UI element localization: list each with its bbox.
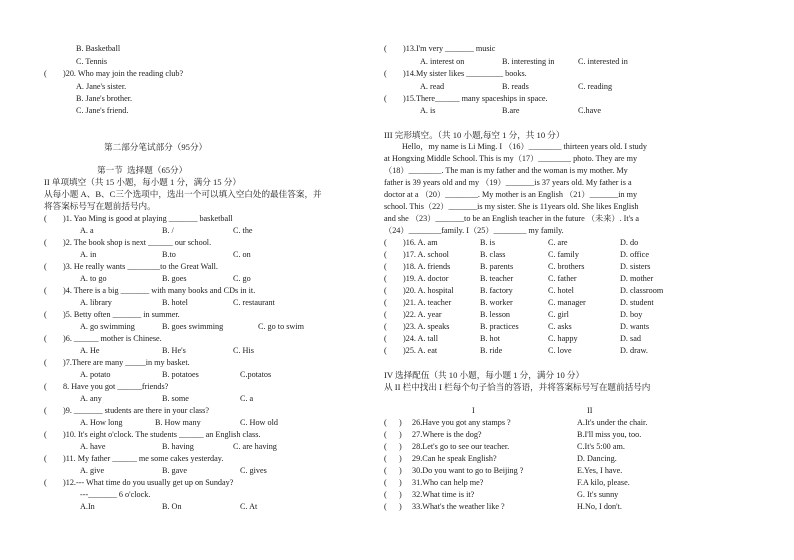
answer-paren[interactable]: ( [44,454,47,463]
cloze-option-d: D. mother [620,274,654,283]
answer-paren[interactable]: ( [44,406,47,415]
question-stem: )9. _______ students are there in your class? [63,406,209,415]
q20-option-c: C. Jane's friend. [76,106,129,115]
section-iii-title: III 完形填空。（共 10 小题,每空 1 分，共 10 分） [384,130,565,140]
cloze-option-a: )16. A. am [403,238,438,247]
passage-line: father is 39 years old and my （19）_______is 37 years old. My father is a [384,178,632,187]
question-stem: )3. He really wants ________to the Great Wall. [63,262,218,271]
passage-line: （18）________. The man is my father and the woman is my mother. My [384,166,628,175]
answer-paren[interactable]: ( [44,358,47,367]
option-c: C. a [240,394,254,403]
answer-paren[interactable]: ( [384,334,387,343]
option-c: C. How old [240,418,278,427]
passage-line: doctor at a （20）________. My mother is an English （21）_______in my [384,190,638,199]
answer-paren[interactable]: ( ) [384,466,402,475]
option-a: A. How long [80,418,123,427]
cloze-option-b: B. teacher [480,274,514,283]
question-stem: )1. Yao Ming is good at playing _______ basketball [63,214,233,223]
option-b: B.are [502,106,520,115]
passage-line: （24）________family. I（25）________ my family. [384,226,564,235]
answer-paren[interactable]: ( [384,262,387,271]
cloze-option-b: B. ride [480,346,503,355]
match-answer: E.Yes, I have. [577,466,623,475]
answer-paren[interactable]: ( ) [384,502,402,511]
question-stem: )6. ______ mother is Chinese. [63,334,162,343]
option-c: C. interested in [578,57,628,66]
cloze-option-d: D. wants [620,322,650,331]
cloze-option-d: D. draw. [620,346,648,355]
cloze-option-b: B. is [480,238,496,247]
cloze-option-c: C. love [548,346,572,355]
question-stem: )10. It's eight o'clock. The students ______ an English class. [63,430,261,439]
match-answer: B.I'll miss you, too. [577,430,642,439]
option-c: C. At [240,502,258,511]
answer-paren[interactable]: ( [384,69,387,78]
section-ii-title: II 单项填空（共 15 小题，每小题 1 分，满分 15 分） [44,177,241,187]
match-question: 27.Where is the dog? [412,430,482,439]
option-c: C. the [233,226,253,235]
cloze-option-b: B. factory [480,286,513,295]
option-b: B. gave [162,466,188,475]
match-answer: A.It's under the chair. [577,418,648,427]
answer-paren[interactable]: ( [44,334,47,343]
q20-option-a: A. Jane's sister. [76,82,127,91]
section-iv-title: IV 选择配伍（共 10 小题，每小题 1 分，满分 10 分） [384,370,585,380]
answer-paren[interactable]: ( [44,310,47,319]
answer-paren[interactable]: ( [384,94,387,103]
cloze-option-a: )18. A. friends [403,262,451,271]
cloze-option-c: C. happy [548,334,578,343]
question-stem-reply: ---_______ 6 o'clock. [80,490,151,499]
prev-option-c: C. Tennis [76,57,108,66]
column-i-header: I [472,406,475,415]
cloze-option-d: D. office [620,250,649,259]
answer-paren[interactable]: ( [384,250,387,259]
answer-paren[interactable]: ( [384,274,387,283]
cloze-option-b: B. worker [480,298,513,307]
prev-option-b: B. Basketball [76,44,121,53]
q20-paren[interactable]: ( [44,69,47,78]
cloze-option-d: D. student [620,298,654,307]
answer-paren[interactable]: ( ) [384,418,402,427]
cloze-option-a: )17. A. school [403,250,449,259]
q20-stem: )20. Who may join the reading club? [63,69,184,78]
cloze-option-a: )25. A. eat [403,346,438,355]
cloze-option-b: B. parents [480,262,514,271]
question-stem: )7.There are many _____in my basket. [63,358,190,367]
passage-line: school. This（22）_______is my sister. She is 11years old. She likes English [384,202,639,211]
option-c: C. on [233,250,251,259]
question-stem: )14.My sister likes _________ books. [403,69,527,78]
option-a: A. any [80,394,102,403]
cloze-option-a: )24. A. tall [403,334,439,343]
question-stem: )4. There is a big _______ with many books and CDs in it. [63,286,256,295]
option-c: C. go [233,274,251,283]
passage-line: at Hongxing Middle School. This is my（17）________ photo. They are my [384,154,638,163]
option-c: C. gives [240,466,267,475]
question-stem: )12.--- What time do you usually get up on Sunday? [63,478,234,487]
option-c: C. His [233,346,254,355]
option-b: B. He's [162,346,186,355]
question-stem: )11. My father ______ me some cakes yesterday. [63,454,224,463]
match-question: 29.Can he speak English? [412,454,497,463]
match-answer: F.A kilo, please. [577,478,630,487]
option-a: A. go swimming [80,322,135,331]
instruction-line-1: 从每小题 A、B、C三个选项中，选出一个可以填入空白处的最佳答案，并 [44,189,322,199]
match-question: 33.What's the weather like ? [412,502,505,511]
option-a: A. is [420,106,436,115]
option-b: B. interesting in [502,57,555,66]
option-a: A. give [80,466,105,475]
option-c: C. go to swim [258,322,304,331]
cloze-option-c: C. girl [548,310,569,319]
answer-paren[interactable]: ( ) [384,478,402,487]
option-b: B. goes swimming [162,322,224,331]
cloze-option-d: D. sad [620,334,641,343]
section1-title: 第一节 选择题（65分） [97,165,188,175]
match-question: 30.Do you want to go to Beijing ? [412,466,524,475]
option-c: C. are having [233,442,277,451]
cloze-option-c: C. asks [548,322,572,331]
option-b: B. reads [502,82,529,91]
match-question: 32.What time is it? [412,490,475,499]
cloze-option-c: C. are [548,238,568,247]
match-question: 26.Have you got any stamps ? [412,418,511,427]
answer-paren[interactable]: ( ) [384,490,402,499]
option-a: A. He [80,346,100,355]
answer-paren[interactable]: ( [44,382,47,391]
answer-paren[interactable]: ( [384,310,387,319]
answer-paren[interactable]: ( [44,214,47,223]
answer-paren[interactable]: ( [44,430,47,439]
answer-paren[interactable]: ( [384,322,387,331]
answer-paren[interactable]: ( [44,262,47,271]
cloze-option-a: )23. A. speaks [403,322,450,331]
answer-paren[interactable]: ( [44,478,47,487]
answer-paren[interactable]: ( [384,346,387,355]
match-question: 28.Let's go to see our teacher. [412,442,510,451]
option-a: A. potato [80,370,111,379]
cloze-option-d: D. classroom [620,286,664,295]
question-stem: )2. The book shop is next ______ our school. [63,238,212,247]
cloze-option-d: D. do [620,238,639,247]
cloze-option-b: B. class [480,250,506,259]
cloze-option-c: C. father [548,274,577,283]
cloze-option-d: D. sisters [620,262,651,271]
option-a: A. to go [80,274,107,283]
passage-line: and she （23）_______to be an English teacher in the future （未来）. It's a [384,214,640,223]
option-c: C. reading [578,82,613,91]
cloze-option-c: C. brothers [548,262,585,271]
cloze-option-c: C. manager [548,298,586,307]
cloze-option-a: )20. A. hospital [403,286,454,295]
cloze-option-a: )19. A. doctor [403,274,449,283]
cloze-option-d: D. boy [620,310,643,319]
question-stem: )5. Betty often _______ in summer. [63,310,180,319]
answer-paren[interactable]: ( [384,298,387,307]
cloze-option-c: C. hotel [548,286,574,295]
cloze-option-b: B. lesson [480,310,511,319]
column-ii-header: II [587,406,593,415]
option-b: B. goes [162,274,187,283]
answer-paren[interactable]: ( ) [384,454,402,463]
match-answer: D. Dancing. [577,454,617,463]
option-b: B. / [162,226,174,235]
option-a: A. have [80,442,106,451]
question-stem: 8. Have you got ______friends? [63,382,169,391]
answer-paren[interactable]: ( [384,238,387,247]
cloze-option-a: )21. A. teacher [403,298,452,307]
q20-option-b: B. Jane's brother. [76,94,133,103]
answer-paren[interactable]: ( [384,286,387,295]
option-b: B. having [162,442,194,451]
option-c: C.have [578,106,601,115]
option-b: B. How many [155,418,201,427]
question-stem: )13.I'm very _______ music [403,44,496,53]
option-b: B. potatoes [162,370,199,379]
match-answer: H.No, I don't. [577,502,622,511]
cloze-option-a: )22. A. year [403,310,442,319]
option-b: B.to [162,250,176,259]
option-a: A. read [420,82,445,91]
option-c: C. restaurant [233,298,275,307]
cloze-option-b: B. practices [480,322,519,331]
option-b: B. hotel [162,298,188,307]
match-answer: G. It's sunny [577,490,619,499]
answer-paren[interactable]: ( [384,44,387,53]
cloze-option-c: C. family [548,250,579,259]
option-c: C.potatos [240,370,272,379]
instruction-line-2: 将答案标号写在题前括号内。 [44,201,156,211]
answer-paren[interactable]: ( [44,286,47,295]
option-a: A. in [80,250,97,259]
answer-paren[interactable]: ( [44,238,47,247]
option-a: A. a [80,226,94,235]
option-b: B. some [162,394,189,403]
section-iv-instruction: 从 II 栏中找出 I 栏每个句子恰当的答语，并将答案标号写在题前括号内 [384,382,651,392]
question-stem: )15.There______ many spaceships in space. [403,94,548,103]
answer-paren[interactable]: ( ) [384,442,402,451]
passage-line: Hello，my name is Li Ming. I （16）________ thirteen years old. I study [402,142,647,151]
option-a: A. library [80,298,112,307]
cloze-option-b: B. hot [480,334,501,343]
option-a: A.In [80,502,95,511]
match-answer: C.It's 5:00 am. [577,442,625,451]
option-a: A. interest on [420,57,465,66]
match-question: 31.Who can help me? [412,478,484,487]
option-b: B. On [162,502,182,511]
part2-title: 第二部分笔试部分（95分） [104,142,208,152]
answer-paren[interactable]: ( ) [384,430,402,439]
